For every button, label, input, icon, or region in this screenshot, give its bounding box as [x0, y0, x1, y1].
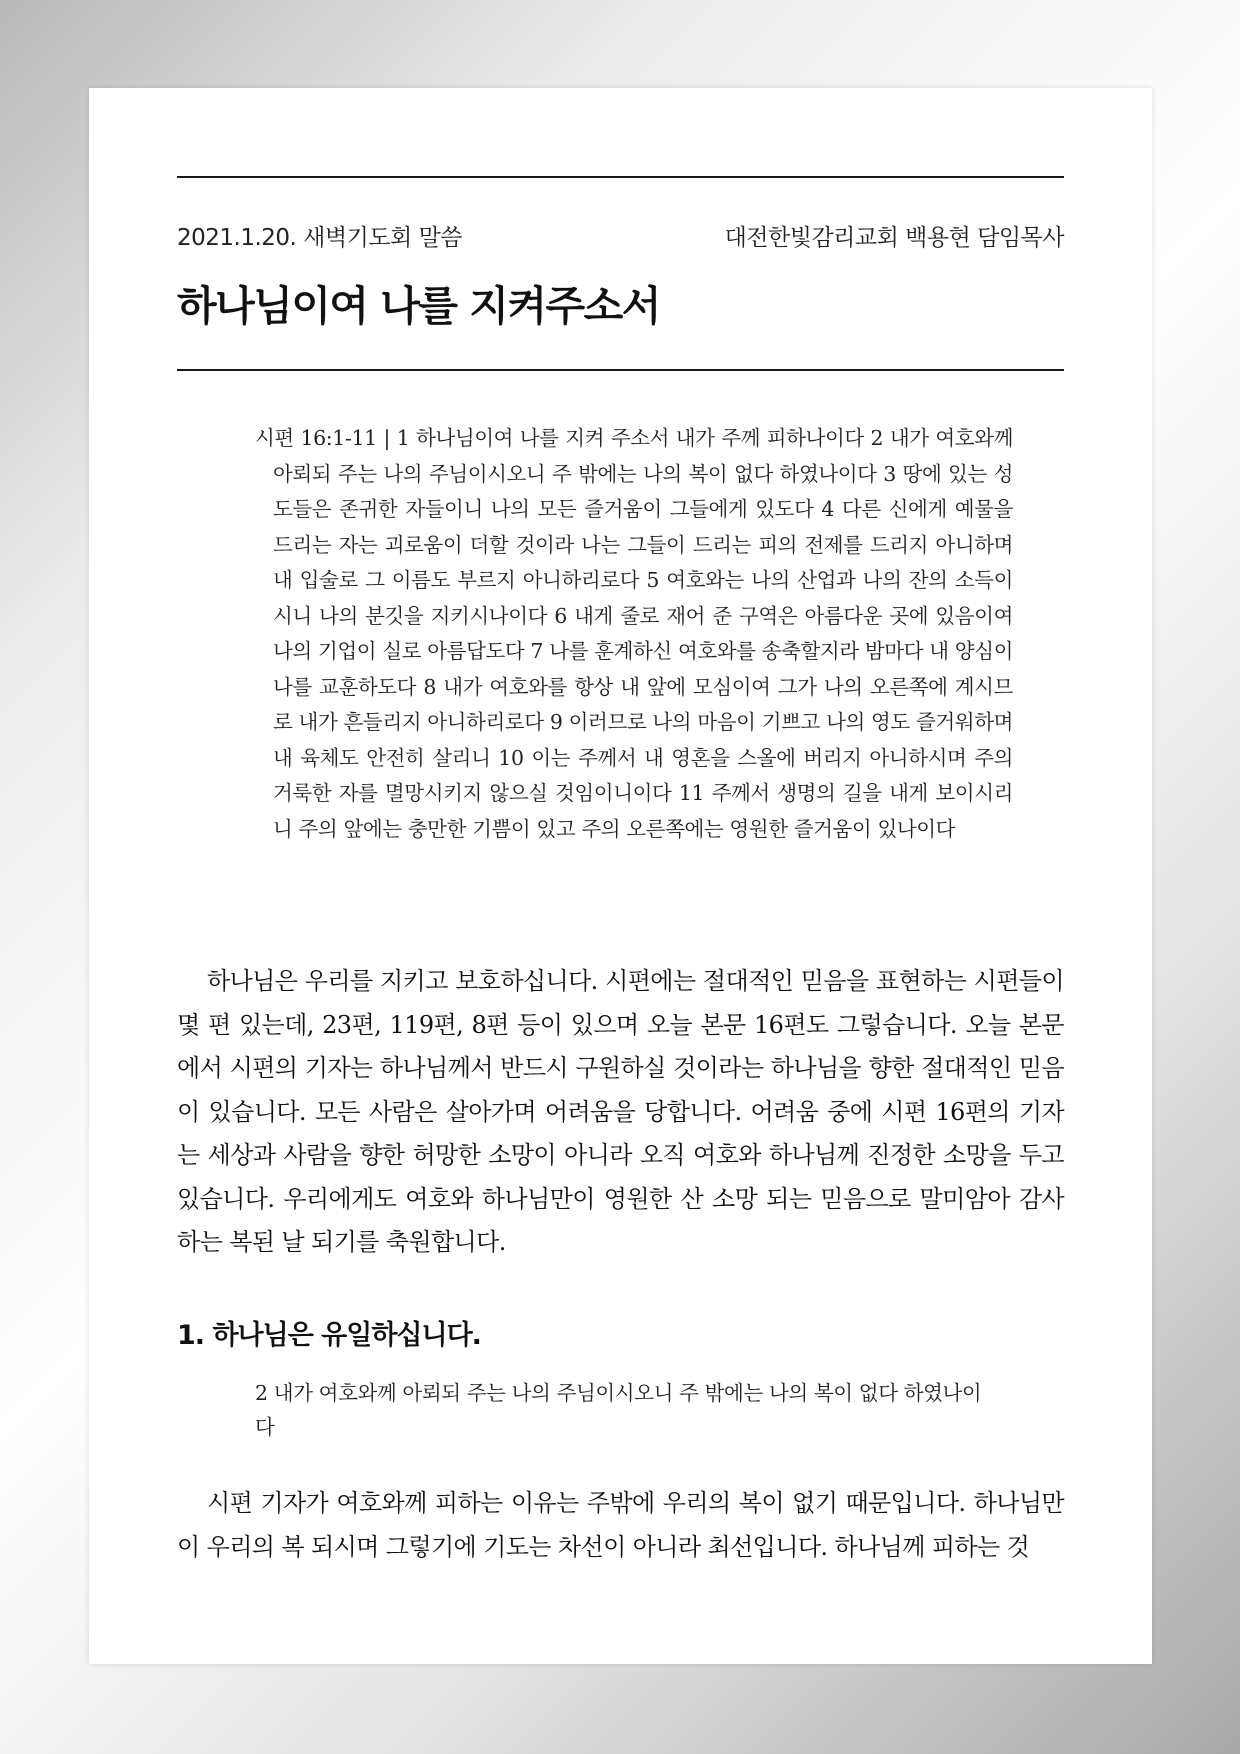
intro-paragraph: 하나님은 우리를 지키고 보호하십니다. 시편에는 절대적인 믿음을 표현하는 시편들이 몇 편 있는데, 23편, 119편, 8편 등이 있으며 오늘 본문 16편도 그렇습니다. 오늘 본문에서 시편의 기자는 하나님께서 반드시 구원하실 것이라는 하나님을 향한 절대적인 믿음이 있습니다. 모든 사람은 살아가며 어려움을 당합니다. 어려움 중에 시편 16편의 기자는 세상과 사람을 향한 허망한 소망이 아니라 오직 여호와 하나님께 진정한 소망을 두고 있습니다. 우리에게도 여호와 하나님만이 영원한 산 소망 되는 믿음으로 말미암아 감사하는 복된 날 되기를 축원합니다.: [177, 967, 1064, 1256]
sermon-meta: [177, 218, 1064, 258]
sermon-title: 하나님이여 나를 지켜주소서: [177, 282, 660, 330]
section-paragraph: 시편 기자가 여호와께 피하는 이유는 주밖에 우리의 복이 없기 때문입니다. 하나님만이 우리의 복 되시며 그렇기에 기도는 차선이 아니라 최선입니다. 하나님께 피하는 것: [177, 1489, 1064, 1561]
top-divider: [177, 176, 1064, 178]
verse-quote: 2 내가 여호와께 아뢰되 주는 나의 주님이시오니 주 밖에는 나의 복이 없다 하였나이다: [255, 1381, 982, 1439]
sermon-date: 2021.1.20. 새벽기도회 말씀: [177, 225, 463, 251]
title-divider: [177, 369, 1064, 371]
scripture-passage: 시편 16:1-11 | 1 하나님이여 나를 지켜 주소서 내가 주께 피하나이다 2 내가 여호와께 아뢰되 주는 나의 주님이시오니 주 밖에는 나의 복이 없다 하였나이다 3 땅에 있는 성도들은 존귀한 자들이니 나의 모든 즐거움이 그들에게 있도다 4 다른 신에게 예물을 드리는 자는 괴로움이 더할 것이라 나는 그들이 드리는 피의 전제를 드리지 아니하며 내 입술로 그 이름도 부르지 아니하리로다 5 여호와는 나의 산업과 나의 잔의 소득이시니 나의 분깃을 지키시나이다 6 내게 줄로 재어 준 구역은 아름다운 곳에 있음이여 나의 기업이 실로 아름답도다 7 나를 훈계하신 여호와를 송축할지라 밤마다 내 양심이 나를 교훈하도다 8 내가 여호와를 항상 내 앞에 모심이여 그가 나의 오른쪽에 계시므로 내가 흔들리지 아니하리로다 9 이러므로 나의 마음이 기쁘고 나의 영도 즐거워하며 내 육체도 안전히 살리니 10 이는 주께서 내 영혼을 스올에 버리지 아니하시며 주의 거룩한 자를 멸망시키지 않으실 것임이니이다 11 주께서 생명의 길을 내게 보이시리니 주의 앞에는 충만한 기쁨이 있고 주의 오른쪽에는 영원한 즐거움이 있나이다: [255, 426, 1013, 841]
church-pastor: 대전한빛감리교회 백용현 담임목사: [724, 225, 1064, 251]
section-heading: 1. 하나님은 유일하십니다.: [177, 1320, 481, 1351]
document-page: [89, 88, 1152, 1664]
